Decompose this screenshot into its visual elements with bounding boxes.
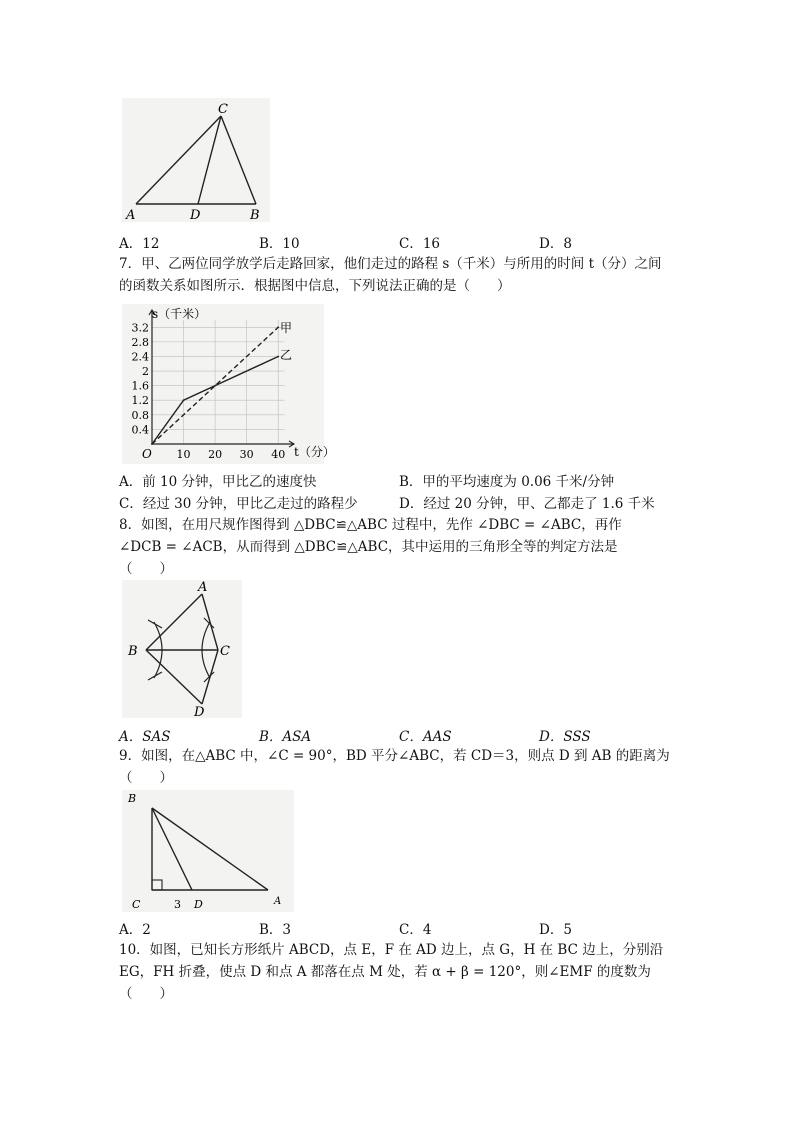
- q6-option-a: A．12: [119, 236, 160, 252]
- q6-option-d: D．8: [539, 236, 572, 252]
- q7-y-tick-label: 2.8: [131, 335, 149, 349]
- q9-stem-line2: （ ）: [119, 770, 173, 786]
- q7-y-tick-label: 3.2: [131, 321, 149, 335]
- q9-label-d: D: [194, 898, 203, 911]
- q6-figure: [122, 98, 270, 222]
- q10-stem-line3: （ ）: [119, 986, 173, 1002]
- q7-x-axis-label: t（分）: [294, 445, 335, 459]
- q7-option-a: A．前 10 分钟，甲比乙的速度快: [119, 474, 317, 490]
- q7-x-tick-label: 30: [239, 448, 254, 461]
- q8-figure-svg: [122, 580, 242, 718]
- q6-label-c: C: [218, 102, 228, 117]
- q10-stem-line2: EG，FH 折叠，使点 D 和点 A 都落在点 M 处，若 α + β = 120°，则∠EMF 的度数为: [119, 964, 651, 980]
- q7-origin-label: O: [142, 447, 152, 461]
- q7-y-axis-label: s（千米）: [152, 307, 207, 321]
- q9-side-ba: [152, 808, 268, 890]
- q8-option-c: C．AAS: [399, 729, 452, 745]
- q6-side-ac: [136, 116, 221, 204]
- q7-chart-svg: [122, 304, 335, 464]
- q9-segment-bd: [152, 808, 192, 890]
- q7-y-tick-label: 1.6: [131, 379, 149, 393]
- q7-chart: [122, 304, 335, 464]
- q9-figure: [122, 790, 294, 912]
- q7-x-tick-label: 40: [271, 448, 286, 461]
- q6-option-b: B．10: [259, 236, 300, 252]
- q7-stem-line2: 的函数关系如图所示．根据图中信息，下列说法正确的是（ ）: [119, 278, 511, 294]
- q8-label-b: B: [128, 644, 138, 659]
- q7-series-yi-point: [277, 356, 279, 358]
- q6-label-d: D: [190, 208, 201, 223]
- q6-segment-cd: [198, 116, 221, 204]
- q7-stem-line1: 7．甲、乙两位同学放学后走路回家，他们走过的路程 s（千米）与所用的时间 t（分）之间: [119, 256, 662, 272]
- q8-stem-line3: （ ）: [119, 561, 173, 577]
- q10-stem-line1: 10．如图，已知长方形纸片 ABCD，点 E，F 在 AD 边上，点 G，H 在 BC 边上，分别沿: [119, 942, 664, 958]
- q6-side-cb: [221, 116, 256, 204]
- q7-series-yi-point: [151, 443, 153, 445]
- q7-y-tick-label: 1.2: [131, 394, 149, 408]
- q8-figure: [122, 580, 242, 718]
- q7-series-jia-point: [277, 326, 279, 328]
- q9-label-c: C: [132, 898, 141, 911]
- q9-stem-line1: 9．如图，在△ABC 中，∠C = 90°，BD 平分∠ABC，若 CD＝3，则点 D 到 AB 的距离为: [119, 748, 670, 764]
- q9-figure-svg: [122, 790, 294, 912]
- q9-option-c: C．4: [399, 922, 432, 938]
- q9-label-a: A: [274, 896, 282, 907]
- q6-label-a: A: [126, 208, 136, 223]
- q7-option-d: D．经过 20 分钟，甲、乙都走了 1.6 千米: [399, 496, 655, 512]
- q7-y-tick-label: 0.8: [131, 408, 149, 422]
- q7-y-tick-label: 2.4: [131, 350, 149, 364]
- q6-option-c: C．16: [399, 236, 441, 252]
- q8-label-d: D: [194, 705, 205, 720]
- q9-option-a: A．2: [119, 922, 151, 938]
- q7-y-tick-label: 2: [142, 365, 149, 379]
- q7-option-c: C．经过 30 分钟，甲比乙走过的路程少: [119, 496, 358, 512]
- q9-label-b: B: [128, 792, 137, 805]
- q8-option-d: D．SSS: [539, 729, 591, 745]
- q9-right-angle-mark: [152, 880, 162, 890]
- q7-y-tick-label: 0.4: [131, 423, 149, 437]
- q7-series-label-jia: 甲: [280, 321, 293, 335]
- q6-label-b: B: [250, 208, 260, 223]
- q7-series-label-yi: 乙: [280, 348, 293, 362]
- q8-label-c: C: [220, 644, 230, 659]
- q9-length-mark: 3: [174, 898, 181, 911]
- q8-option-b: B．ASA: [259, 729, 312, 745]
- q9-option-d: D．5: [539, 922, 572, 938]
- q7-x-tick-label: 20: [208, 448, 223, 461]
- q8-option-a: A．SAS: [119, 729, 171, 745]
- q8-tick-b-bottom: [148, 672, 162, 680]
- q7-series-yi-point: [214, 385, 216, 387]
- q7-x-tick-label: 10: [176, 448, 191, 461]
- q8-stem-line1: 8．如图，在用尺规作图得到 △DBC≌△ABC 过程中，先作 ∠DBC = ∠ABC，再作: [119, 517, 622, 533]
- q8-tick-b-top: [148, 620, 162, 628]
- q8-stem-line2: ∠DCB = ∠ACB，从而得到 △DBC≌△ABC，其中运用的三角形全等的判定方法是: [119, 539, 618, 555]
- q7-series-yi-point: [183, 399, 185, 401]
- q7-option-b: B．甲的平均速度为 0.06 千米/分钟: [399, 474, 615, 490]
- q8-label-a: A: [198, 580, 208, 595]
- q9-option-b: B．3: [259, 922, 292, 938]
- q6-figure-svg: [122, 98, 270, 222]
